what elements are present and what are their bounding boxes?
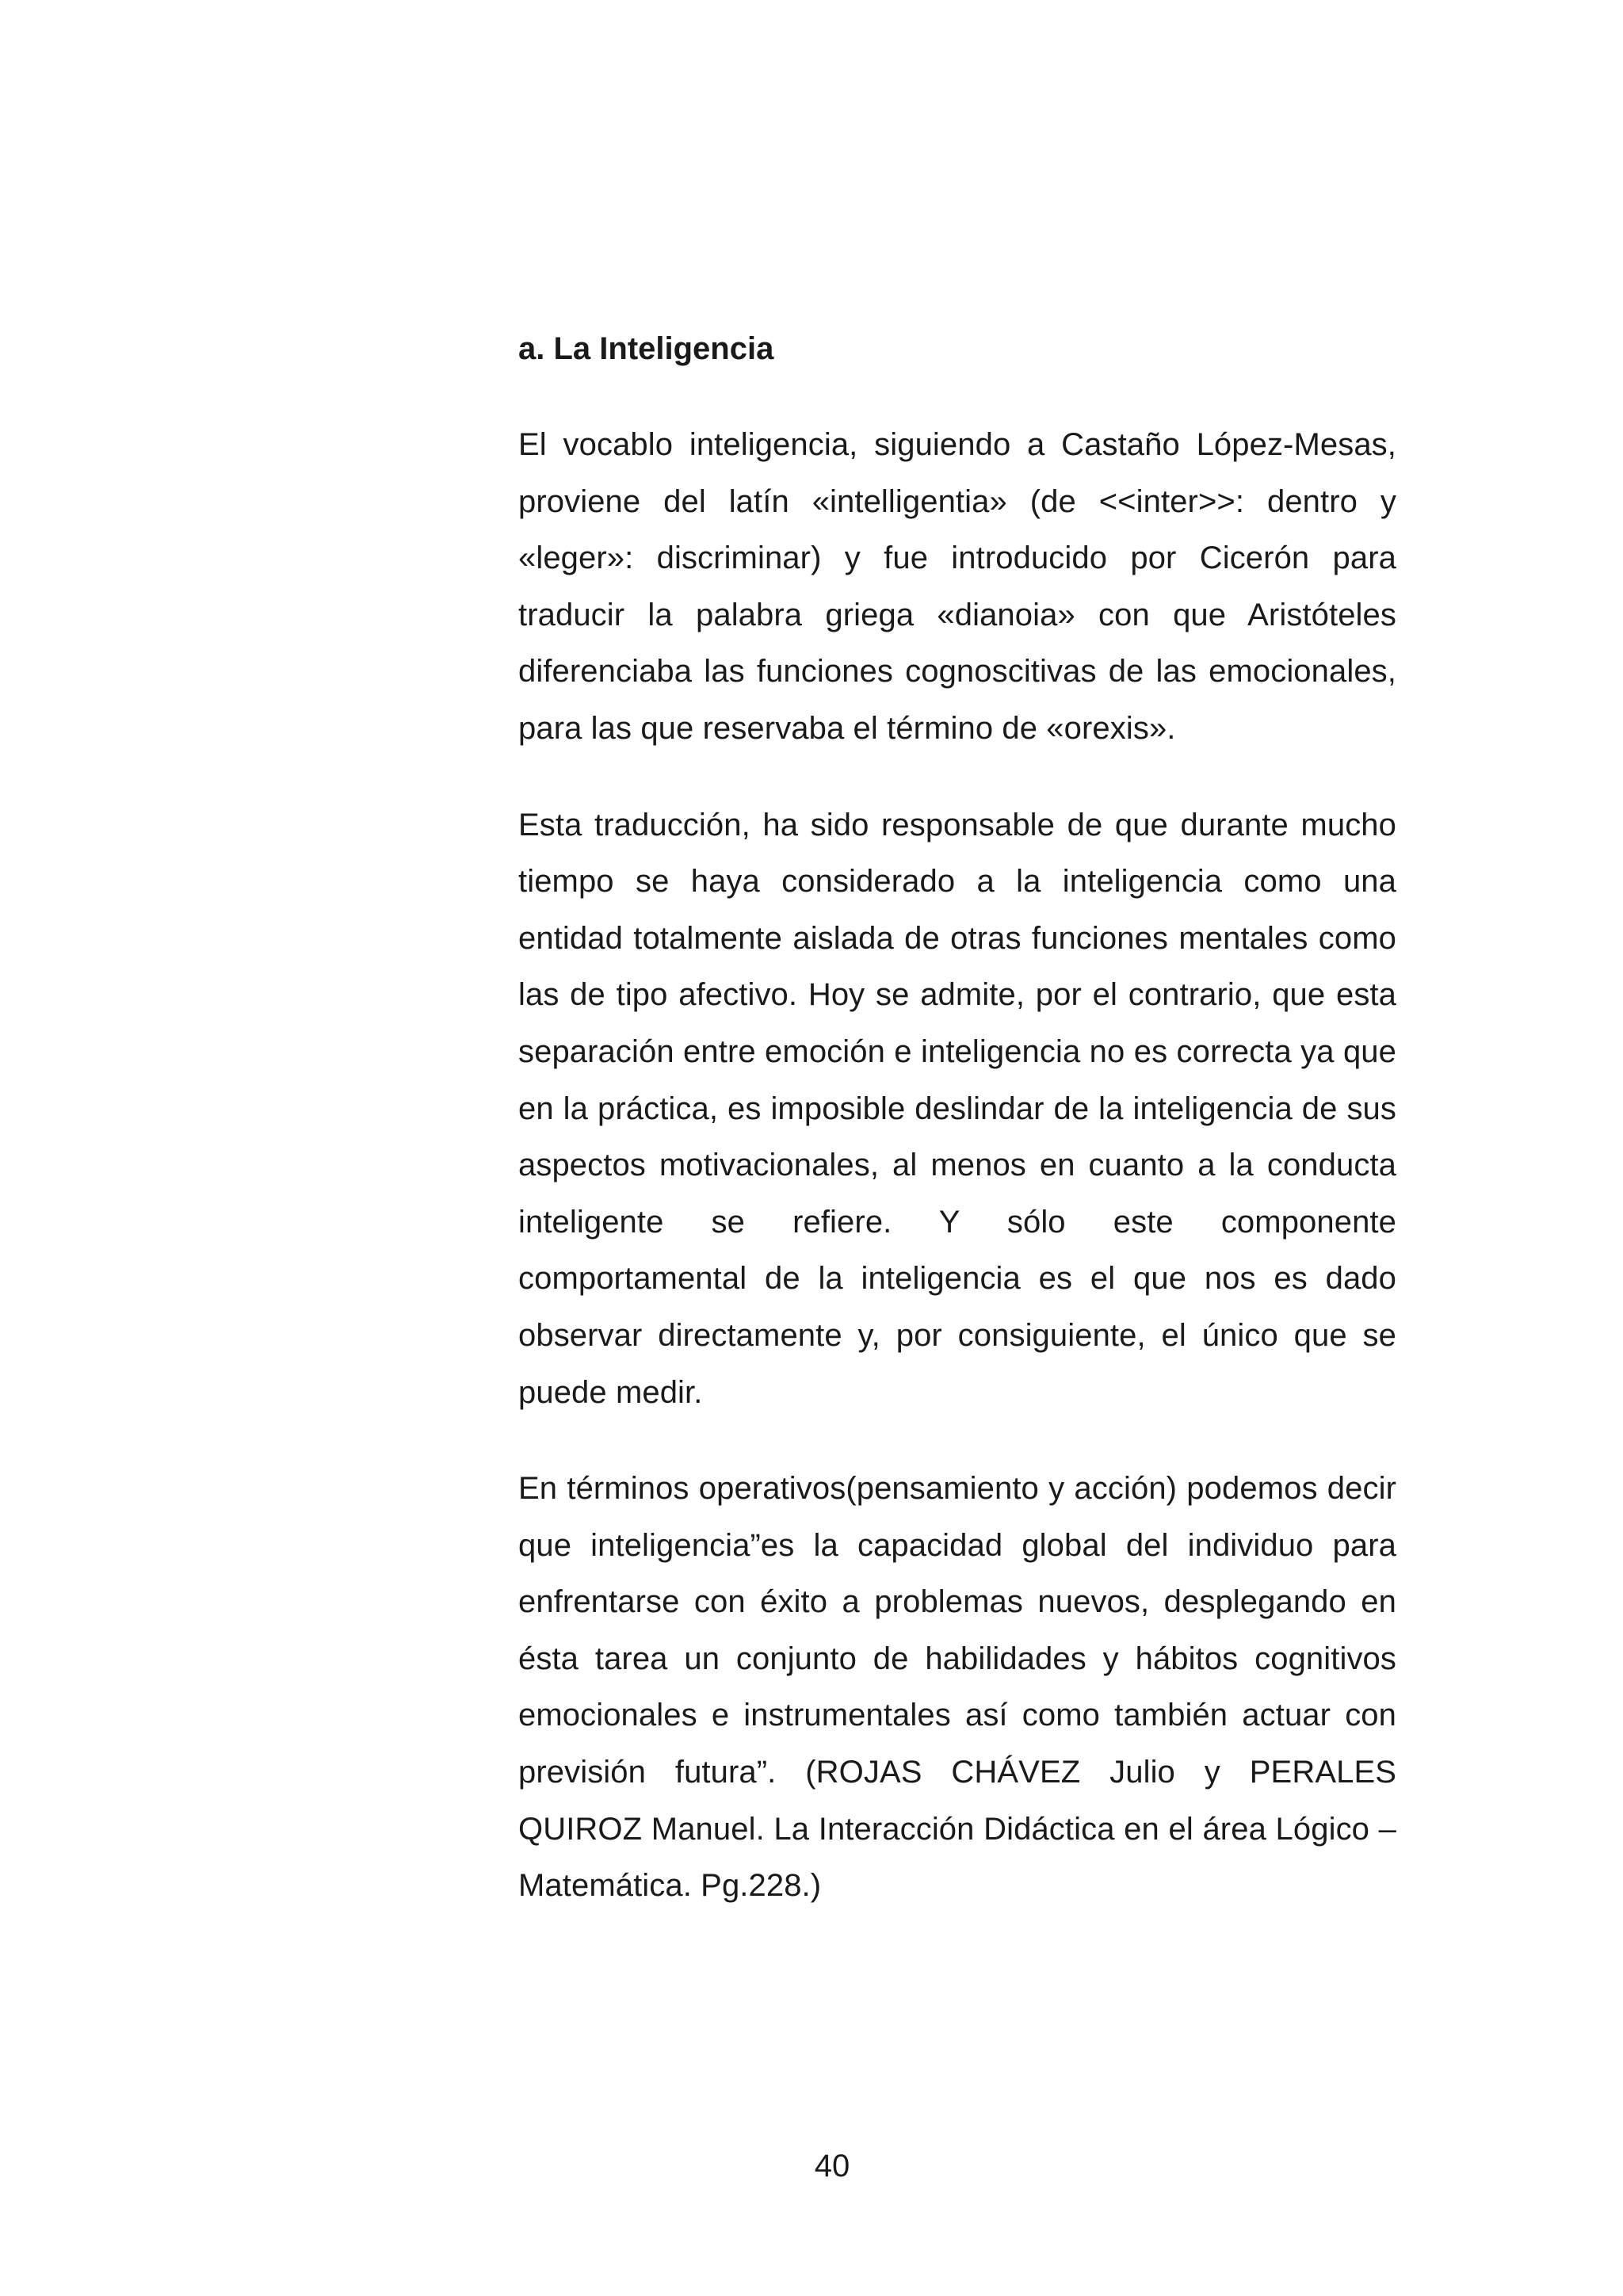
section-heading: a. La Inteligencia bbox=[518, 331, 774, 366]
paragraph-definition: En términos operativos(pensamiento y acción) podemos decir que inteligencia”es la capacidad global del individuo para enfrentarse con éxito a problemas nuevos, desplegando en ésta tarea un conjunto de habilidades y hábitos cognitivos emocionales e instrumentales así como también actuar con previsión futura”. (ROJAS CHÁVEZ Julio y PERALES QUIROZ Manuel. La Interacción Didáctica en el área Lógico – Matemática. Pg.228.) bbox=[518, 1471, 1396, 1904]
paragraph-etymology: El vocablo inteligencia, siguiendo a Castaño López-Mesas, proviene del latín «intelligentia» (de <<inter>>: dentro y «leger»: discriminar) y fue introducido por Cicerón para traducir la palabra griega «dianoia» con que Aristóteles diferenciaba las funciones cognoscitivas de las emocionales, para las que reservaba el término de «orexis». bbox=[518, 427, 1396, 746]
paragraph-translation: Esta traducción, ha sido responsable de que durante mucho tiempo se haya considerado a la inteligencia como una entidad totalmente aislada de otras funciones mentales como las de tipo afectivo. Hoy se admite, por el contrario, que esta separación entre emoción e inteligencia no es correcta ya que en la práctica, es imposible deslindar de la inteligencia de sus aspectos motivacionales, al menos en cuanto a la conducta inteligente se refiere. Y sólo este componente comportamental de la inteligencia es el que nos es dado observar directamente y, por consiguiente, el único que se puede medir. bbox=[518, 807, 1396, 1410]
page-body bbox=[518, 321, 1396, 1954]
page-number: 40 bbox=[814, 2149, 850, 2183]
